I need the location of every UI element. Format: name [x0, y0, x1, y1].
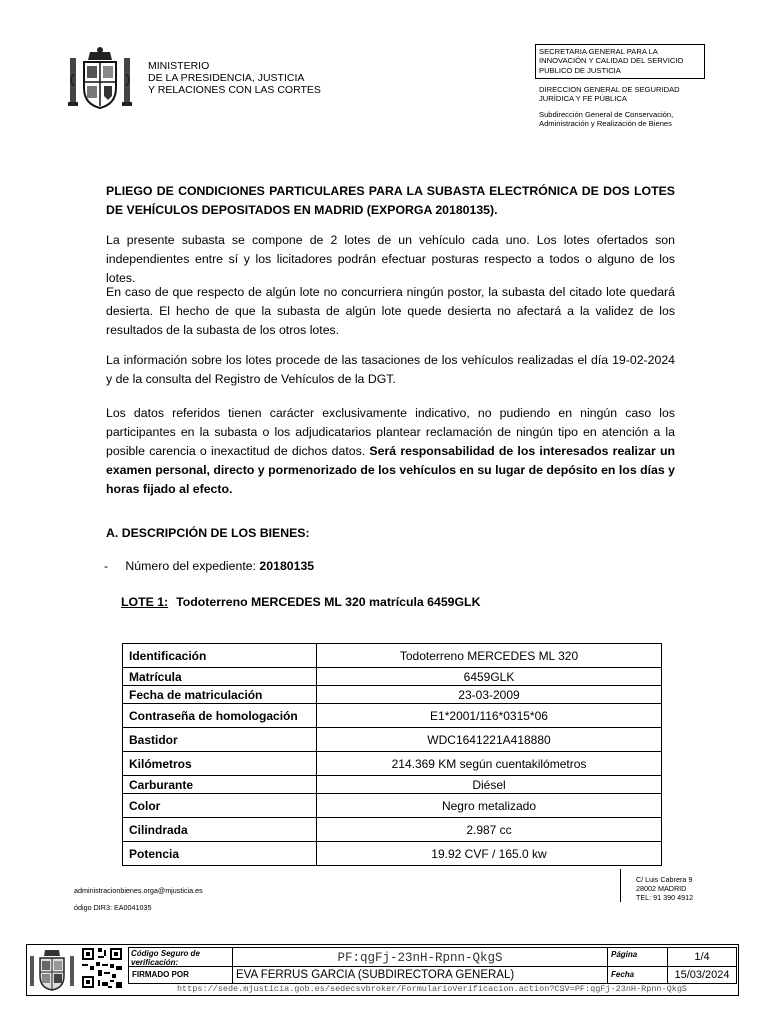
table-value: Diésel [317, 776, 662, 794]
secretaria-box [535, 44, 705, 79]
lote-label: LOTE 1: [121, 595, 169, 609]
vehicle-table [122, 643, 662, 866]
date-value: 15/03/2024 [674, 969, 730, 981]
lote-text: Todoterreno MERCEDES ML 320 matrícula 6459GLK [176, 595, 481, 609]
page-label: Página [611, 950, 638, 959]
table-row [123, 728, 662, 752]
expediente-bullet [104, 559, 314, 573]
table-value: 19.92 CVF / 165.0 kw [317, 842, 662, 866]
secretaria-line: PUBLICO DE JUSTICIA [539, 65, 621, 75]
table-row [123, 644, 662, 668]
coat-of-arms-small-logo [28, 946, 76, 994]
date-value-cell [667, 966, 737, 984]
csv-label: Código Seguro de verificación: [131, 949, 200, 967]
ministry-name [148, 60, 321, 96]
table-key: Kilómetros [123, 752, 317, 776]
table-value: Todoterreno MERCEDES ML 320 [317, 644, 662, 668]
subdireccion-line: Administración y Realización de Bienes [539, 119, 672, 129]
paragraph-3: La información sobre los lotes procede de las tasaciones de los vehículos realizadas el día 19-02-2024 y de la consulta del Registro de Vehículos de la DGT. [106, 353, 675, 386]
table-value: 214.369 KM según cuentakilómetros [317, 752, 662, 776]
table-value: E1*2001/116*0315*06 [317, 704, 662, 728]
csv-value-cell [232, 947, 608, 967]
subdireccion-line: Subdirección General de Conservación, [539, 110, 674, 119]
address-line: C/ Luis Cabrera 9 [636, 875, 693, 884]
direccion-general [539, 85, 709, 104]
csv-label-cell [128, 947, 233, 967]
document-title: PLIEGO DE CONDICIONES PARTICULARES PARA LA SUBASTA ELECTRÓNICA DE DOS LOTES DE VEHÍCULOS DEPOSITADOS EN MADRID (EXPORGA 20180135). [106, 184, 675, 217]
signed-value-cell [232, 966, 608, 984]
csv-value: PF:qgFj-23nH-Rpnn-QkgS [337, 951, 503, 965]
dir3-code: ódigo DIR3: EA0041035 [74, 903, 152, 912]
table-value: 6459GLK [317, 668, 662, 686]
direccion-line: DIRECCION GENERAL DE SEGURIDAD [539, 85, 680, 94]
address-divider [620, 869, 621, 902]
table-key: Carburante [123, 776, 317, 794]
date-label: Fecha [611, 970, 635, 979]
table-row [123, 794, 662, 818]
table-row [123, 752, 662, 776]
subdireccion-general [539, 110, 709, 129]
page-value: 1/4 [694, 951, 710, 963]
table-key: Color [123, 794, 317, 818]
table-value: 23-03-2009 [317, 686, 662, 704]
date-label-cell [607, 966, 668, 984]
signed-label-cell [128, 966, 233, 984]
paragraph-1: La presente subasta se compone de 2 lotes de un vehículo cada uno. Los lotes ofertados son independientes entre sí y los licitadores podrán efectuar posturas respecto a todos o alguno de los lotes. [106, 233, 675, 285]
paragraph-4-text: Los datos referidos tienen carácter exclusivamente indicativo, no pudiendo en ningún caso los participantes en la subasta o los adjudicatarios plantear reclamación de ningún tipo en atención a la posible carencia o inexactitud de dichos datos. [106, 406, 675, 458]
address-line: 28002 MADRID [636, 884, 687, 893]
table-row [123, 686, 662, 704]
table-key: Identificación [123, 644, 317, 668]
table-value: 2.987 cc [317, 818, 662, 842]
secretaria-line: INNOVACIÓN Y CALIDAD DEL SERVICIO [539, 56, 684, 66]
table-key: Cilindrada [123, 818, 317, 842]
table-value: Negro metalizado [317, 794, 662, 818]
table-row [123, 842, 662, 866]
direccion-line: JURÍDICA Y FE PÚBLICA [539, 94, 627, 104]
page-value-cell [667, 947, 737, 967]
coat-of-arms-logo [66, 44, 134, 116]
ministry-line: DE LA PRESIDENCIA, JUSTICIA [148, 72, 305, 84]
signed-label: FIRMADO POR [132, 970, 189, 979]
address-line: TEL: 91 390 4912 [636, 893, 694, 902]
lote-heading [121, 595, 480, 609]
signed-value: EVA FERRUS GARCIA (SUBDIRECTORA GENERAL) [236, 969, 515, 981]
paragraph-4 [106, 404, 675, 499]
table-key: Fecha de matriculación [123, 686, 317, 704]
table-key: Potencia [123, 842, 317, 866]
address-block [636, 875, 693, 902]
section-a-heading: A. DESCRIPCIÓN DE LOS BIENES: [106, 526, 310, 540]
table-value: WDC1641221A418880 [317, 728, 662, 752]
table-row [123, 818, 662, 842]
expediente-label: Número del expediente: [125, 559, 256, 573]
table-key: Matrícula [123, 668, 317, 686]
expediente-value: 20180135 [259, 559, 315, 573]
secretaria-line: SECRETARIA GENERAL PARA LA [539, 47, 658, 56]
table-row [123, 668, 662, 686]
page-label-cell [607, 947, 668, 967]
contact-email[interactable]: administracionbienes.orga@mjusticia.es [74, 886, 203, 895]
verification-url-link[interactable]: https://sede.mjusticia.gob.es/sedecsvbroker/FormularioVerificacion.action?CSV=PF:qgFj-23nH-Rpnn-QkgS [176, 984, 688, 994]
bullet-dash: - [104, 559, 109, 573]
qr-code-icon[interactable] [80, 946, 124, 990]
table-key: Bastidor [123, 728, 317, 752]
table-row [123, 776, 662, 794]
ministry-line: MINISTERIO [148, 60, 210, 72]
paragraph-2: En caso de que respecto de algún lote no concurriera ningún postor, la subasta del citado lote quedará desierta. El hecho de que la subasta de algún lote quede desierta no afectará a la validez de los resultados de la subasta de los otros lotes. [106, 285, 675, 337]
table-row [123, 704, 662, 728]
ministry-line: Y RELACIONES CON LAS CORTES [148, 84, 321, 96]
table-key: Contraseña de homologación [123, 704, 317, 728]
paragraph-4-bold: Será responsabilidad de los interesados realizar un examen personal, directo y pormenorizado de los vehículos en su lugar de depósito en los días y horas fijado al efecto. [106, 444, 676, 496]
